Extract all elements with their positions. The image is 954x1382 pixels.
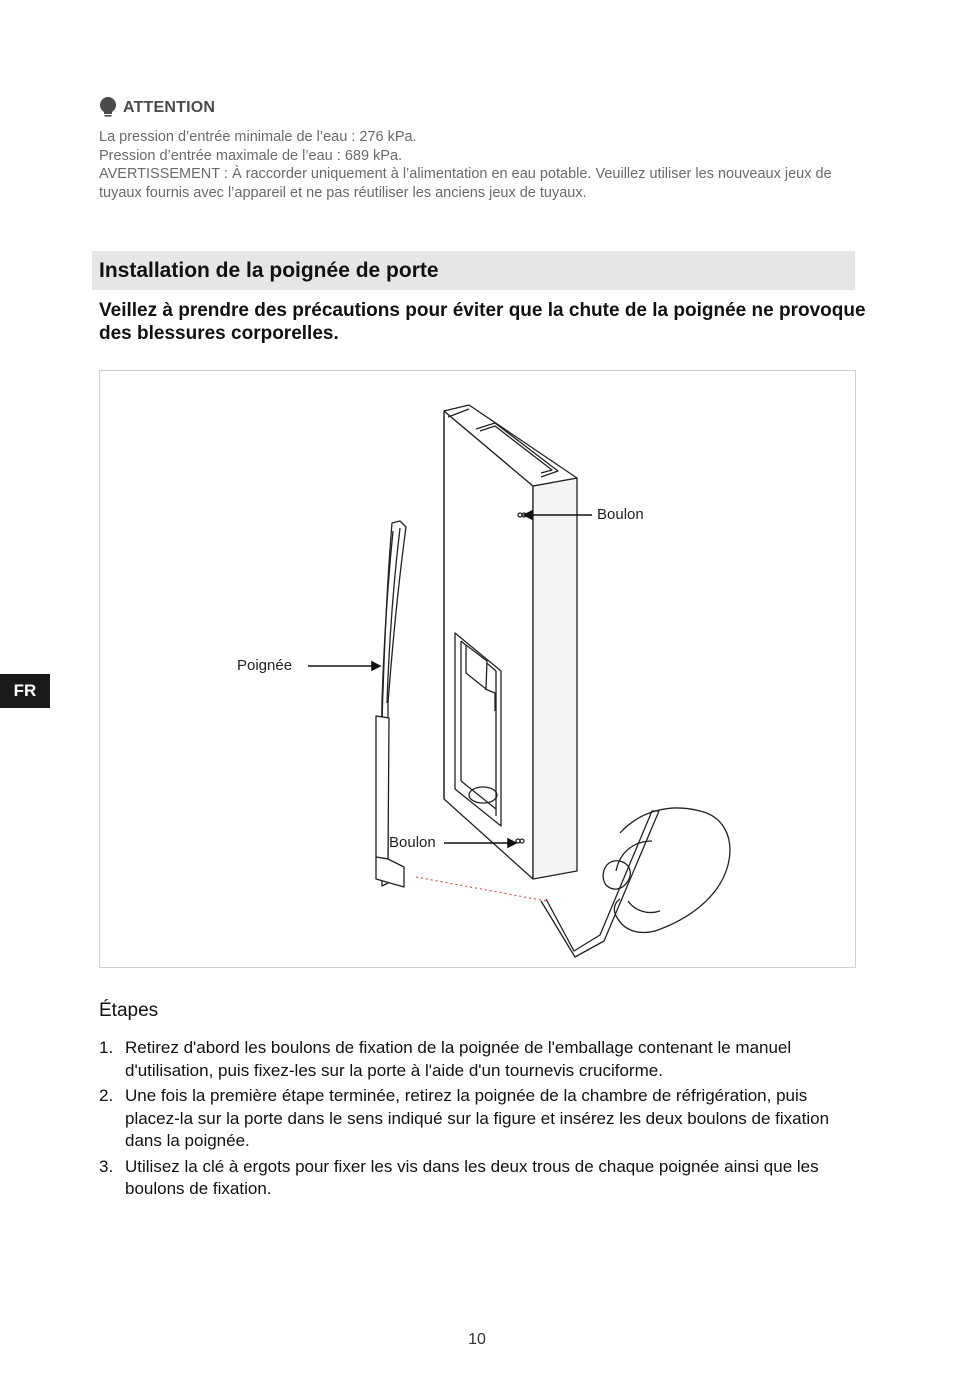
step-text: Retirez d'abord les boulons de fixation de la poignée de l'emballage contenant le manuel d'utilisation, puis fixez-les sur la porte à l'aide d'un tournevis cruciforme. xyxy=(125,1038,792,1080)
attention-title: ATTENTION xyxy=(123,99,216,116)
label-handle: Poignée xyxy=(237,657,293,674)
warning-text: Veillez à prendre des précautions pour éviter que la chute de la poignée ne provoque des blessures corporelles. xyxy=(99,300,866,344)
label-bolt-bottom: Boulon xyxy=(389,834,436,851)
page-number: 10 xyxy=(468,1331,486,1348)
step-number: 2. xyxy=(99,1086,114,1105)
step-text: Utilisez la clé à ergots pour fixer les vis dans les deux trous de chaque poignée ainsi que les boulons de fixation. xyxy=(125,1156,819,1198)
step-number: 1. xyxy=(99,1038,114,1057)
attention-text xyxy=(99,128,859,202)
hand xyxy=(603,808,730,933)
attention-line: La pression d’entrée minimale de l’eau : 276 kPa. xyxy=(99,129,417,145)
door-panel xyxy=(444,405,577,879)
section-header-bar xyxy=(92,251,855,290)
steps-list xyxy=(99,1037,859,1204)
attention-line: Pression d’entrée maximale de l’eau : 689 kPa. xyxy=(99,147,403,164)
step-item xyxy=(99,1156,859,1201)
step-text: Une fois la première étape terminée, retirez la poignée de la chambre de réfrigération, puis placez-la sur la porte dans le sens indiqué sur la figure et insérez les deux boulons de fixation dans la poignée. xyxy=(125,1086,830,1150)
step-item xyxy=(99,1085,859,1153)
door-handle-illustration xyxy=(99,370,856,968)
alignment-guide xyxy=(416,877,546,901)
label-bolt-top: Boulon xyxy=(597,506,644,523)
handle-part xyxy=(376,521,406,887)
section-title: Installation de la poignée de porte xyxy=(99,259,439,282)
lightbulb-icon xyxy=(99,97,117,119)
language-tab: FR xyxy=(0,674,50,708)
callout-arrow-handle xyxy=(372,662,380,670)
steps-title: Étapes xyxy=(99,1000,159,1021)
step-item xyxy=(99,1037,859,1082)
illustration-drawing xyxy=(100,371,857,969)
attention-header xyxy=(99,96,859,120)
attention-box xyxy=(99,96,859,202)
attention-line: AVERTISSEMENT : À raccorder uniquement à l’alimentation en eau potable. Veuillez utiliser les nouveaux jeux de tuyaux fournis avec l’appareil et ne pas réutiliser les anciens jeux de tuyaux. xyxy=(99,166,832,201)
step-number: 3. xyxy=(99,1156,114,1176)
